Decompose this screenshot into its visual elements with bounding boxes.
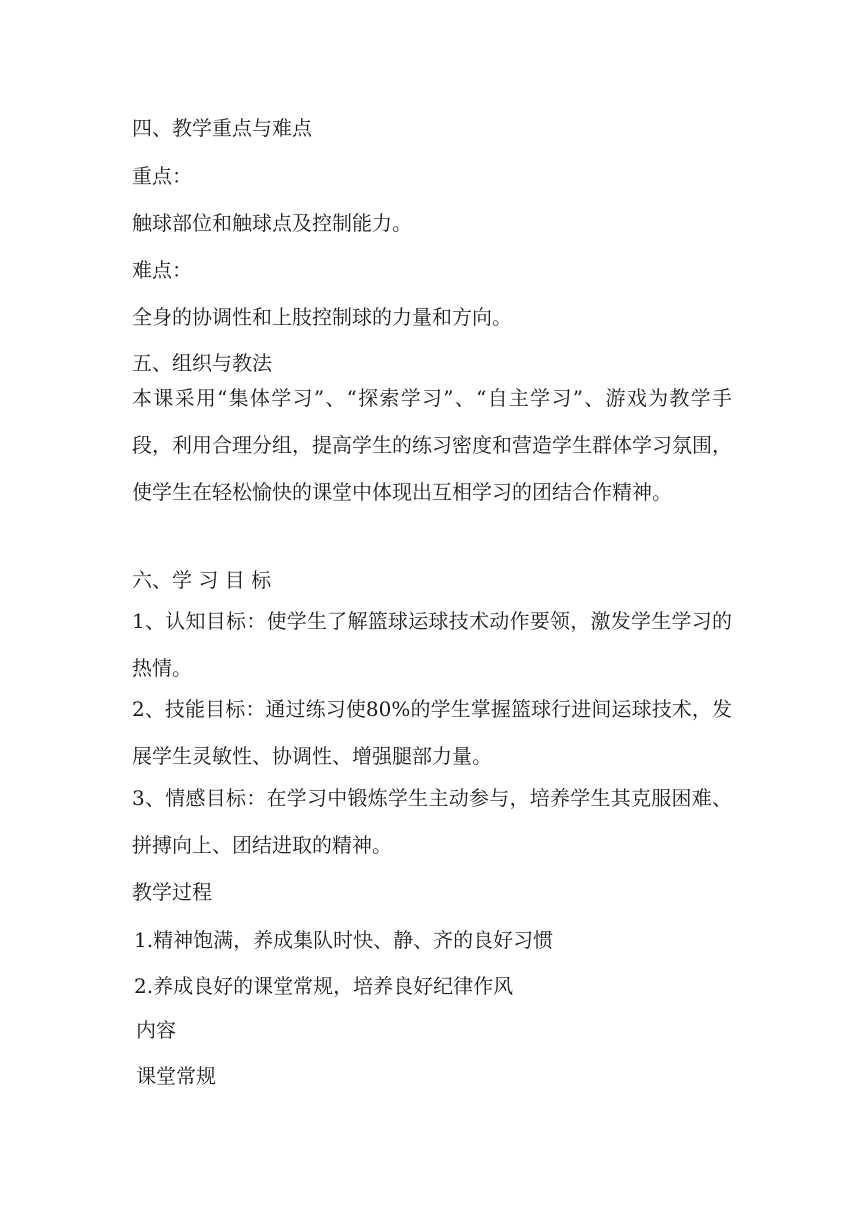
process-item-2: 2.养成良好的课堂常规，培养良好纪律作风 — [134, 974, 514, 998]
key-point-label: 重点： — [132, 164, 192, 188]
content-label: 内容 — [136, 1018, 176, 1042]
process-item-1: 1.精神饱满，养成集队时快、静、齐的良好习惯 — [134, 928, 554, 952]
key-point-text: 触球部位和触球点及控制能力。 — [132, 211, 412, 235]
difficulty-label: 难点： — [132, 258, 192, 282]
section-heading-organization: 五、组织与教法 — [132, 351, 272, 375]
classroom-routine-label: 课堂常规 — [136, 1064, 216, 1088]
difficulty-text: 全身的协调性和上肢控制球的力量和方向。 — [132, 305, 512, 329]
goal-skill: 2、技能目标：通过练习使80%的学生掌握篮球行进间运球技术，发展学生灵敏性、协调性、增强腿部力量。 — [132, 697, 732, 768]
process-heading: 教学过程 — [132, 880, 212, 904]
goal-cognitive: 1、认知目标：使学生了解篮球运球技术动作要领，激发学生学习的热情。 — [132, 609, 732, 680]
section-heading-teaching-focus: 四、教学重点与难点 — [132, 116, 312, 140]
organization-paragraph: 本课采用“集体学习”、“探索学习”、“自主学习”、游戏为教学手段，利用合理分组，提高学生的练习密度和营造学生群体学习氛围，使学生在轻松愉快的课堂中体现出互相学习的团结合作精神。 — [132, 386, 732, 504]
section-heading-learning-goals: 六、学 习 目 标 — [132, 568, 272, 592]
goal-emotional: 3、情感目标：在学习中锻炼学生主动参与，培养学生其克服困难、拼搏向上、团结进取的精神。 — [132, 786, 732, 857]
